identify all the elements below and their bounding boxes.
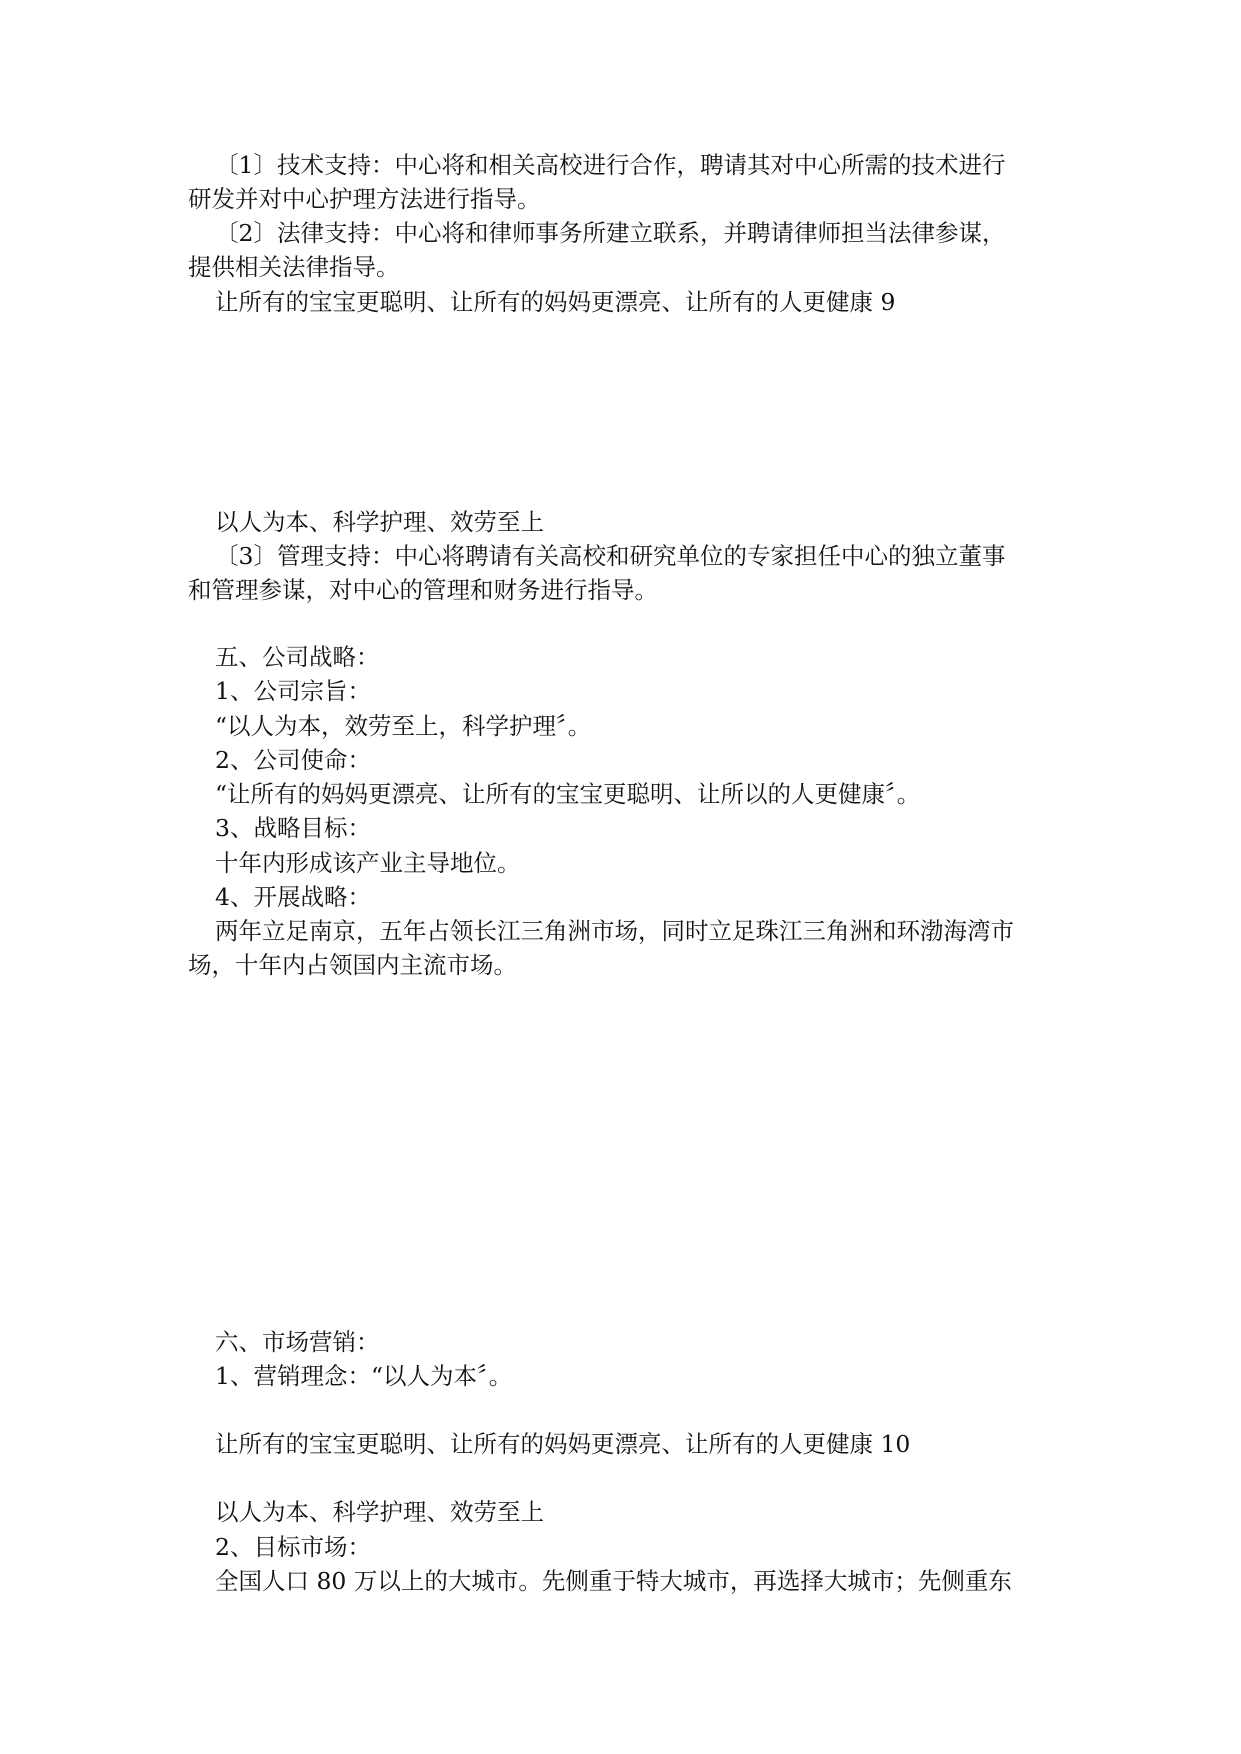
page-header: 以人为本、科学护理、效劳至上 bbox=[215, 508, 544, 536]
subsection-heading: 4、开展战略： bbox=[215, 883, 371, 911]
page-header: 以人为本、科学护理、效劳至上 bbox=[215, 1498, 544, 1526]
text-line: 〔3〕管理支持：中心将聘请有关高校和研究单位的专家担任中心的独立董事 bbox=[215, 542, 1006, 570]
subsection-heading: 1、营销理念：“以人为本〞。 bbox=[215, 1362, 513, 1390]
text-line: “以人为本，效劳至上，科学护理〞。 bbox=[215, 712, 592, 740]
section-heading: 六、市场营销： bbox=[215, 1328, 380, 1356]
text-line: “让所有的妈妈更漂亮、让所有的宝宝更聪明、让所以的人更健康〞。 bbox=[215, 780, 921, 808]
text-line: 和管理参谋，对中心的管理和财务进行指导。 bbox=[188, 576, 658, 604]
text-line: 〔2〕法律支持：中心将和律师事务所建立联系，并聘请律师担当法律参谋， bbox=[215, 219, 1006, 247]
text-line: 提供相关法律指导。 bbox=[188, 253, 400, 281]
page-footer: 让所有的宝宝更聪明、让所有的妈妈更漂亮、让所有的人更健康 10 bbox=[215, 1430, 911, 1458]
text-line: 十年内形成该产业主导地位。 bbox=[215, 849, 521, 877]
text-line: 全国人口 80 万以上的大城市。先侧重于特大城市，再选择大城市；先侧重东 bbox=[215, 1567, 1012, 1595]
text-line: 〔1〕技术支持：中心将和相关高校进行合作，聘请其对中心所需的技术进行 bbox=[215, 151, 1006, 179]
page-footer: 让所有的宝宝更聪明、让所有的妈妈更漂亮、让所有的人更健康 9 bbox=[215, 288, 896, 316]
text-line: 研发并对中心护理方法进行指导。 bbox=[188, 185, 541, 213]
text-line: 两年立足南京，五年占领长江三角洲市场，同时立足珠江三角洲和环渤海湾市 bbox=[215, 917, 1014, 945]
text-line: 场，十年内占领国内主流市场。 bbox=[188, 951, 517, 979]
section-heading: 五、公司战略： bbox=[215, 643, 380, 671]
subsection-heading: 1、公司宗旨： bbox=[215, 677, 371, 705]
subsection-heading: 2、目标市场： bbox=[215, 1533, 371, 1561]
subsection-heading: 2、公司使命： bbox=[215, 746, 371, 774]
subsection-heading: 3、战略目标： bbox=[215, 814, 371, 842]
